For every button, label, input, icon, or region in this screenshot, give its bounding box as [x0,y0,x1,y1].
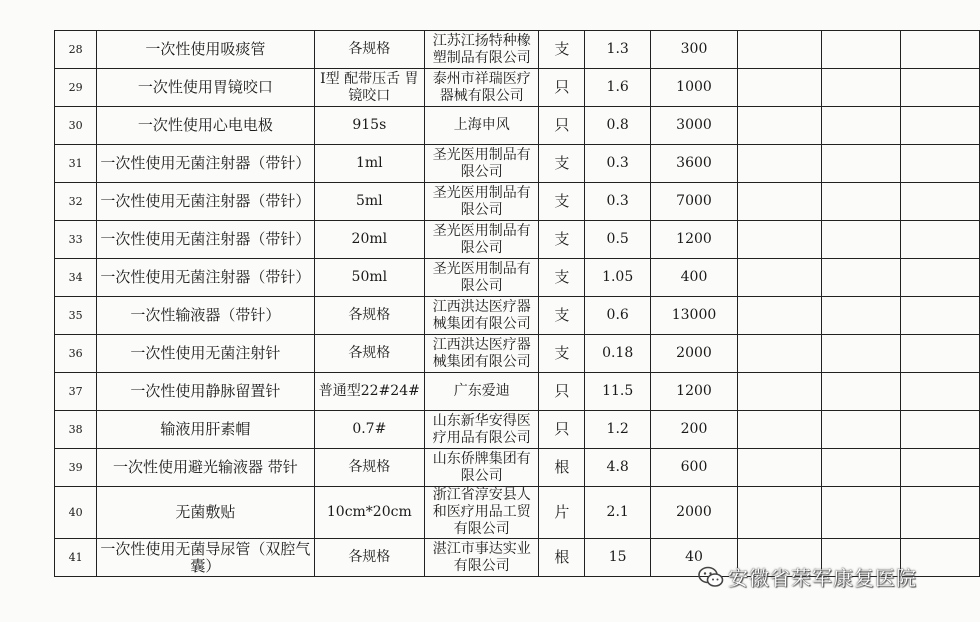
cell-spec: 5ml [314,183,424,221]
table-row [55,107,980,145]
cell-blank [821,259,900,297]
cell-spec: 普通型22#24# [314,373,424,411]
cell-spec: 各规格 [314,539,424,577]
cell-qty: 200 [650,411,737,449]
cell-no: 41 [55,539,97,577]
cell-maker: 江苏江扬特种橡塑制品有限公司 [425,31,539,69]
cell-price: 0.8 [585,107,651,145]
table-body [55,31,980,577]
table-row [55,449,980,487]
cell-spec: 915s [314,107,424,145]
cell-unit: 根 [539,449,585,487]
cell-qty: 13000 [650,297,737,335]
cell-qty: 40 [650,539,737,577]
cell-spec: 各规格 [314,31,424,69]
cell-blank [738,221,822,259]
cell-blank [821,221,900,259]
cell-no: 36 [55,335,97,373]
cell-qty: 1200 [650,373,737,411]
cell-blank [900,487,979,539]
cell-maker: 圣光医用制品有限公司 [425,221,539,259]
cell-price: 1.3 [585,31,651,69]
cell-price: 1.05 [585,259,651,297]
cell-blank [821,31,900,69]
cell-blank [738,145,822,183]
table-row [55,373,980,411]
cell-maker: 江西洪达医疗器械集团有限公司 [425,335,539,373]
cell-blank [738,297,822,335]
cell-name: 一次性使用无菌注射针 [97,335,314,373]
cell-name: 一次性使用无菌导尿管（双腔气囊） [97,539,314,577]
cell-no: 32 [55,183,97,221]
cell-blank [738,335,822,373]
cell-blank [821,145,900,183]
cell-spec: 各规格 [314,335,424,373]
cell-blank [821,373,900,411]
cell-name: 一次性使用吸痰管 [97,31,314,69]
cell-name: 一次性使用心电电极 [97,107,314,145]
cell-blank [738,259,822,297]
cell-no: 33 [55,221,97,259]
cell-name: 一次性使用无菌注射器（带针） [97,145,314,183]
cell-price: 0.5 [585,221,651,259]
cell-price: 2.1 [585,487,651,539]
table-row [55,183,980,221]
cell-qty: 600 [650,449,737,487]
account-watermark [698,562,917,591]
cell-blank [900,107,979,145]
cell-qty: 300 [650,31,737,69]
cell-blank [738,31,822,69]
cell-name: 一次性输液器（带针） [97,297,314,335]
cell-blank [821,487,900,539]
cell-name: 一次性使用静脉留置针 [97,373,314,411]
cell-blank [900,31,979,69]
cell-name: 一次性使用胃镜咬口 [97,69,314,107]
cell-blank [900,373,979,411]
cell-no: 38 [55,411,97,449]
cell-unit: 只 [539,69,585,107]
cell-name: 输液用肝素帽 [97,411,314,449]
cell-blank [900,411,979,449]
cell-blank [900,221,979,259]
cell-name: 一次性使用避光输液器 带针 [97,449,314,487]
cell-unit: 支 [539,221,585,259]
cell-no: 39 [55,449,97,487]
cell-no: 30 [55,107,97,145]
supplies-table [54,30,980,577]
cell-name: 一次性使用无菌注射器（带针） [97,183,314,221]
cell-blank [738,411,822,449]
cell-unit: 只 [539,107,585,145]
cell-no: 29 [55,69,97,107]
cell-name: 一次性使用无菌注射器（带针） [97,221,314,259]
cell-blank [900,297,979,335]
cell-blank [900,259,979,297]
cell-price: 1.2 [585,411,651,449]
cell-maker: 圣光医用制品有限公司 [425,145,539,183]
cell-maker: 泰州市祥瑞医疗器械有限公司 [425,69,539,107]
table-row [55,297,980,335]
cell-blank [821,297,900,335]
watermark-text: 安徽省荣军康复医院 [728,566,917,590]
cell-spec: I型 配带压舌 胃镜咬口 [314,69,424,107]
cell-qty: 1200 [650,221,737,259]
table-row [55,335,980,373]
cell-unit: 只 [539,373,585,411]
cell-price: 0.6 [585,297,651,335]
cell-unit: 片 [539,487,585,539]
cell-qty: 1000 [650,69,737,107]
cell-unit: 支 [539,297,585,335]
cell-blank [900,449,979,487]
cell-blank [900,69,979,107]
cell-blank [821,335,900,373]
cell-spec: 50ml [314,259,424,297]
cell-spec: 各规格 [314,297,424,335]
cell-no: 34 [55,259,97,297]
cell-maker: 圣光医用制品有限公司 [425,183,539,221]
wechat-icon [698,566,724,588]
table-row [55,411,980,449]
cell-price: 4.8 [585,449,651,487]
cell-maker: 广东爱迪 [425,373,539,411]
cell-unit: 根 [539,539,585,577]
cell-qty: 7000 [650,183,737,221]
cell-price: 1.6 [585,69,651,107]
cell-name: 无菌敷贴 [97,487,314,539]
table-row [55,221,980,259]
cell-unit: 支 [539,183,585,221]
cell-price: 0.3 [585,145,651,183]
cell-blank [821,107,900,145]
cell-qty: 400 [650,259,737,297]
cell-no: 35 [55,297,97,335]
table-row [55,69,980,107]
cell-qty: 2000 [650,335,737,373]
cell-blank [738,69,822,107]
cell-spec: 1ml [314,145,424,183]
table-row [55,31,980,69]
cell-maker: 山东侨牌集团有限公司 [425,449,539,487]
cell-qty: 3600 [650,145,737,183]
cell-maker: 浙江省淳安县人和医疗用品工贸有限公司 [425,487,539,539]
cell-spec: 20ml [314,221,424,259]
cell-price: 0.3 [585,183,651,221]
cell-blank [900,145,979,183]
cell-name: 一次性使用无菌注射器（带针） [97,259,314,297]
cell-blank [821,69,900,107]
cell-no: 37 [55,373,97,411]
cell-blank [738,107,822,145]
cell-blank [821,449,900,487]
cell-spec: 各规格 [314,449,424,487]
table-row [55,259,980,297]
cell-blank [900,335,979,373]
cell-blank [738,449,822,487]
cell-price: 15 [585,539,651,577]
cell-spec: 10cm*20cm [314,487,424,539]
cell-qty: 3000 [650,107,737,145]
cell-blank [821,183,900,221]
cell-blank [738,487,822,539]
cell-qty: 2000 [650,487,737,539]
cell-no: 40 [55,487,97,539]
cell-blank [738,183,822,221]
cell-unit: 支 [539,145,585,183]
cell-maker: 江西洪达医疗器械集团有限公司 [425,297,539,335]
cell-blank [900,183,979,221]
cell-no: 31 [55,145,97,183]
table-row [55,145,980,183]
cell-unit: 只 [539,411,585,449]
cell-price: 11.5 [585,373,651,411]
cell-maker: 山东新华安得医疗用品有限公司 [425,411,539,449]
cell-spec: 0.7# [314,411,424,449]
cell-price: 0.18 [585,335,651,373]
cell-unit: 支 [539,335,585,373]
cell-maker: 湛江市事达实业有限公司 [425,539,539,577]
cell-maker: 上海申风 [425,107,539,145]
cell-blank [738,373,822,411]
cell-blank [821,411,900,449]
cell-no: 28 [55,31,97,69]
cell-maker: 圣光医用制品有限公司 [425,259,539,297]
table-row [55,487,980,539]
cell-unit: 支 [539,259,585,297]
cell-unit: 支 [539,31,585,69]
